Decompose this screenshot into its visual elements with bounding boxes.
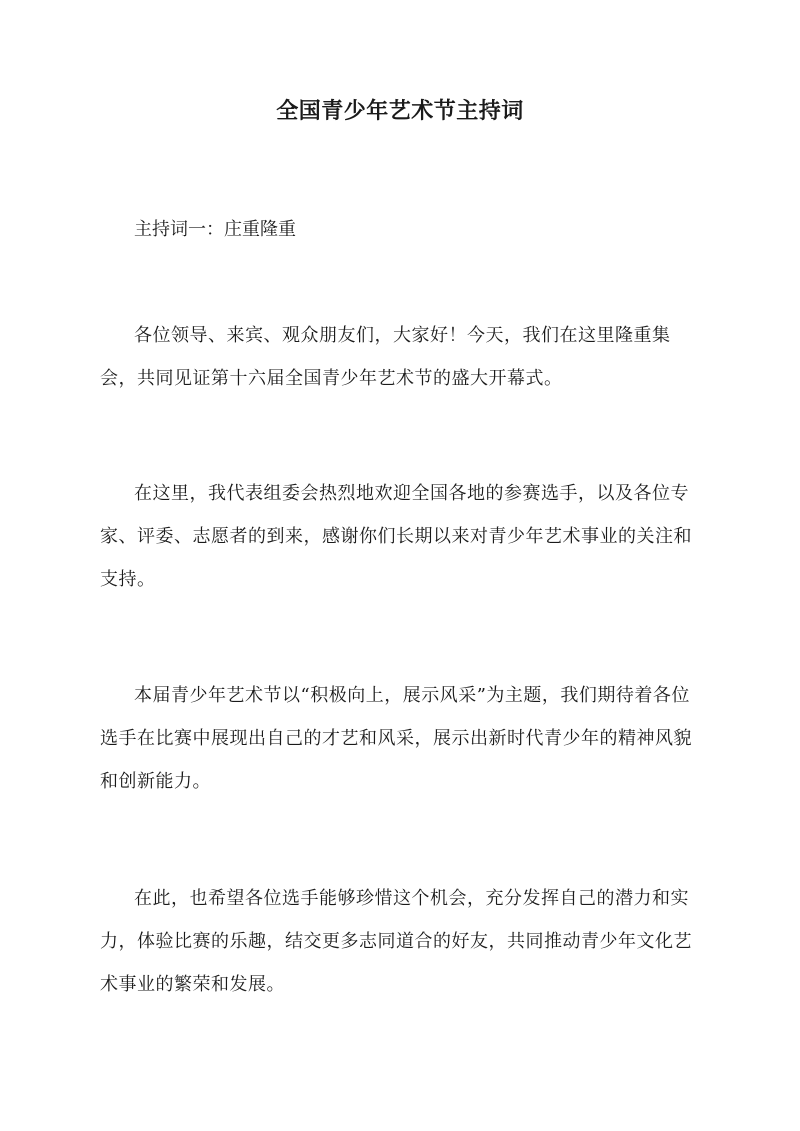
paragraph-3: 本届青少年艺术节以“积极向上，展示风采”为主题，我们期待着各位选手在比赛中展现出自己的才艺和风采，展示出新时代青少年的精神风貌和创新能力。 [100,685,692,792]
page-title: 全国青少年艺术节主持词 [276,98,524,124]
paragraph-4: 在此，也希望各位选手能够珍惜这个机会，充分发挥自己的潜力和实力，体验比赛的乐趣，结交更多志同道合的好友，共同推动青少年文化艺术事业的繁荣和发展。 [100,888,692,995]
section-subtitle: 主持词一：庄重隆重 [134,219,296,240]
paragraph-1: 各位领导、来宾、观众朋友们，大家好！今天，我们在这里隆重集会，共同见证第十六届全国青少年艺术节的盛大开幕式。 [100,325,671,389]
paragraph-2: 在这里，我代表组委会热烈地欢迎全国各地的参赛选手，以及各位专家、评委、志愿者的到来，感谢你们长期以来对青少年艺术事业的关注和支持。 [100,483,692,590]
